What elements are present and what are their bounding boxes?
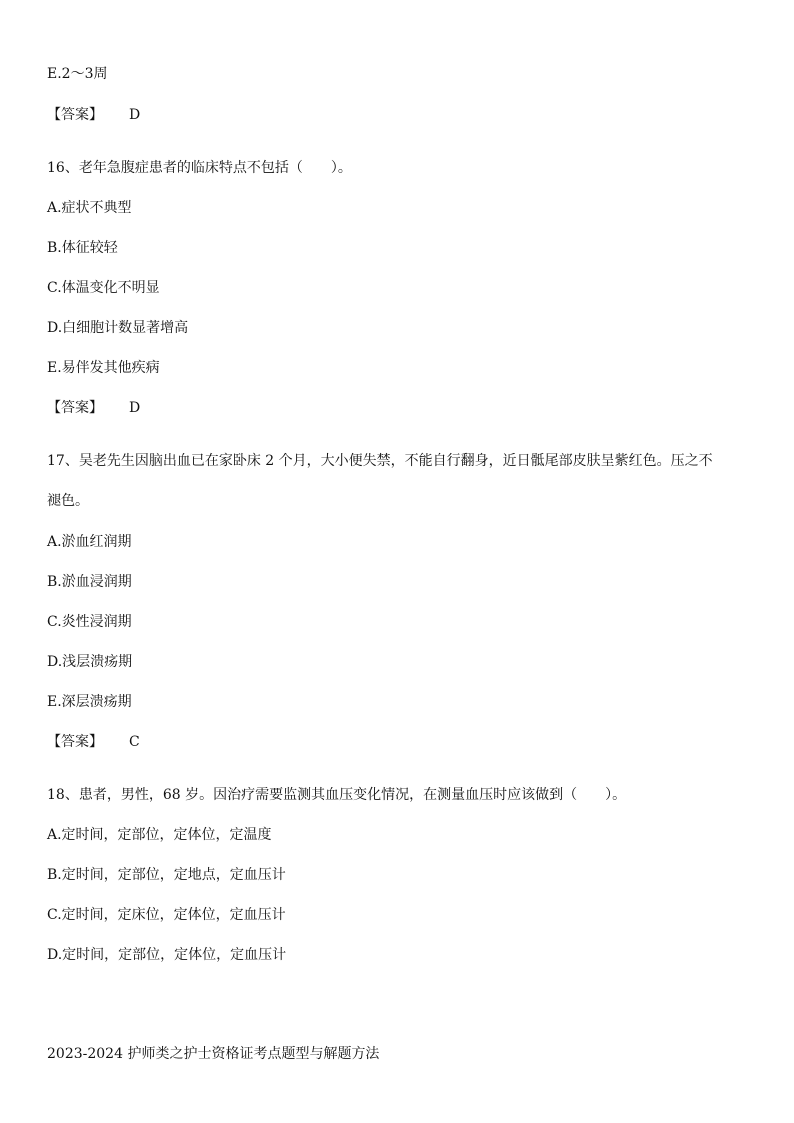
answer-row [47, 734, 140, 750]
answer-row [47, 400, 140, 416]
answer-value: C [129, 734, 140, 750]
answer-value: D [129, 400, 141, 416]
option-d: D.定时间，定部位，定体位，定血压计 [47, 947, 287, 963]
answer-label: 【答案】 [47, 400, 103, 416]
option-c: C.炎性浸润期 [47, 614, 132, 630]
answer-label: 【答案】 [47, 107, 103, 123]
question-stem-line1: 17、吴老先生因脑出血已在家卧床 2 个月，大小便失禁，不能自行翻身，近日骶尾部皮肤呈紫红色。压之不 [47, 453, 713, 469]
option-d: D.浅层溃疡期 [47, 654, 133, 670]
option-a: A.定时间，定部位，定体位，定温度 [47, 827, 272, 843]
option-a: A.症状不典型 [47, 200, 132, 216]
answer-row [47, 107, 140, 123]
question-stem: 16、老年急腹症患者的临床特点不包括（ ）。 [47, 160, 352, 176]
answer-value: D [129, 107, 141, 123]
option-e: E.深层溃疡期 [47, 694, 132, 710]
option-b: B.体征较轻 [47, 240, 118, 256]
option-b: B.定时间，定部位，定地点，定血压计 [47, 867, 286, 883]
option-c: C.定时间，定床位，定体位，定血压计 [47, 907, 286, 923]
option-d: D.白细胞计数显著增高 [47, 320, 189, 336]
question-stem-line2: 褪色。 [47, 493, 89, 509]
question-stem: 18、患者，男性，68 岁。因治疗需要监测其血压变化情况，在测量血压时应该做到（ ）。 [47, 787, 627, 803]
answer-label: 【答案】 [47, 734, 103, 750]
option-e: E.易伴发其他疾病 [47, 360, 160, 376]
option-c: C.体温变化不明显 [47, 280, 160, 296]
page-footer: 2023-2024 护师类之护士资格证考点题型与解题方法 [47, 1046, 380, 1062]
option-a: A.淤血红润期 [47, 534, 132, 550]
option-b: B.淤血浸润期 [47, 574, 132, 590]
option-e: E.2～3周 [47, 66, 108, 82]
